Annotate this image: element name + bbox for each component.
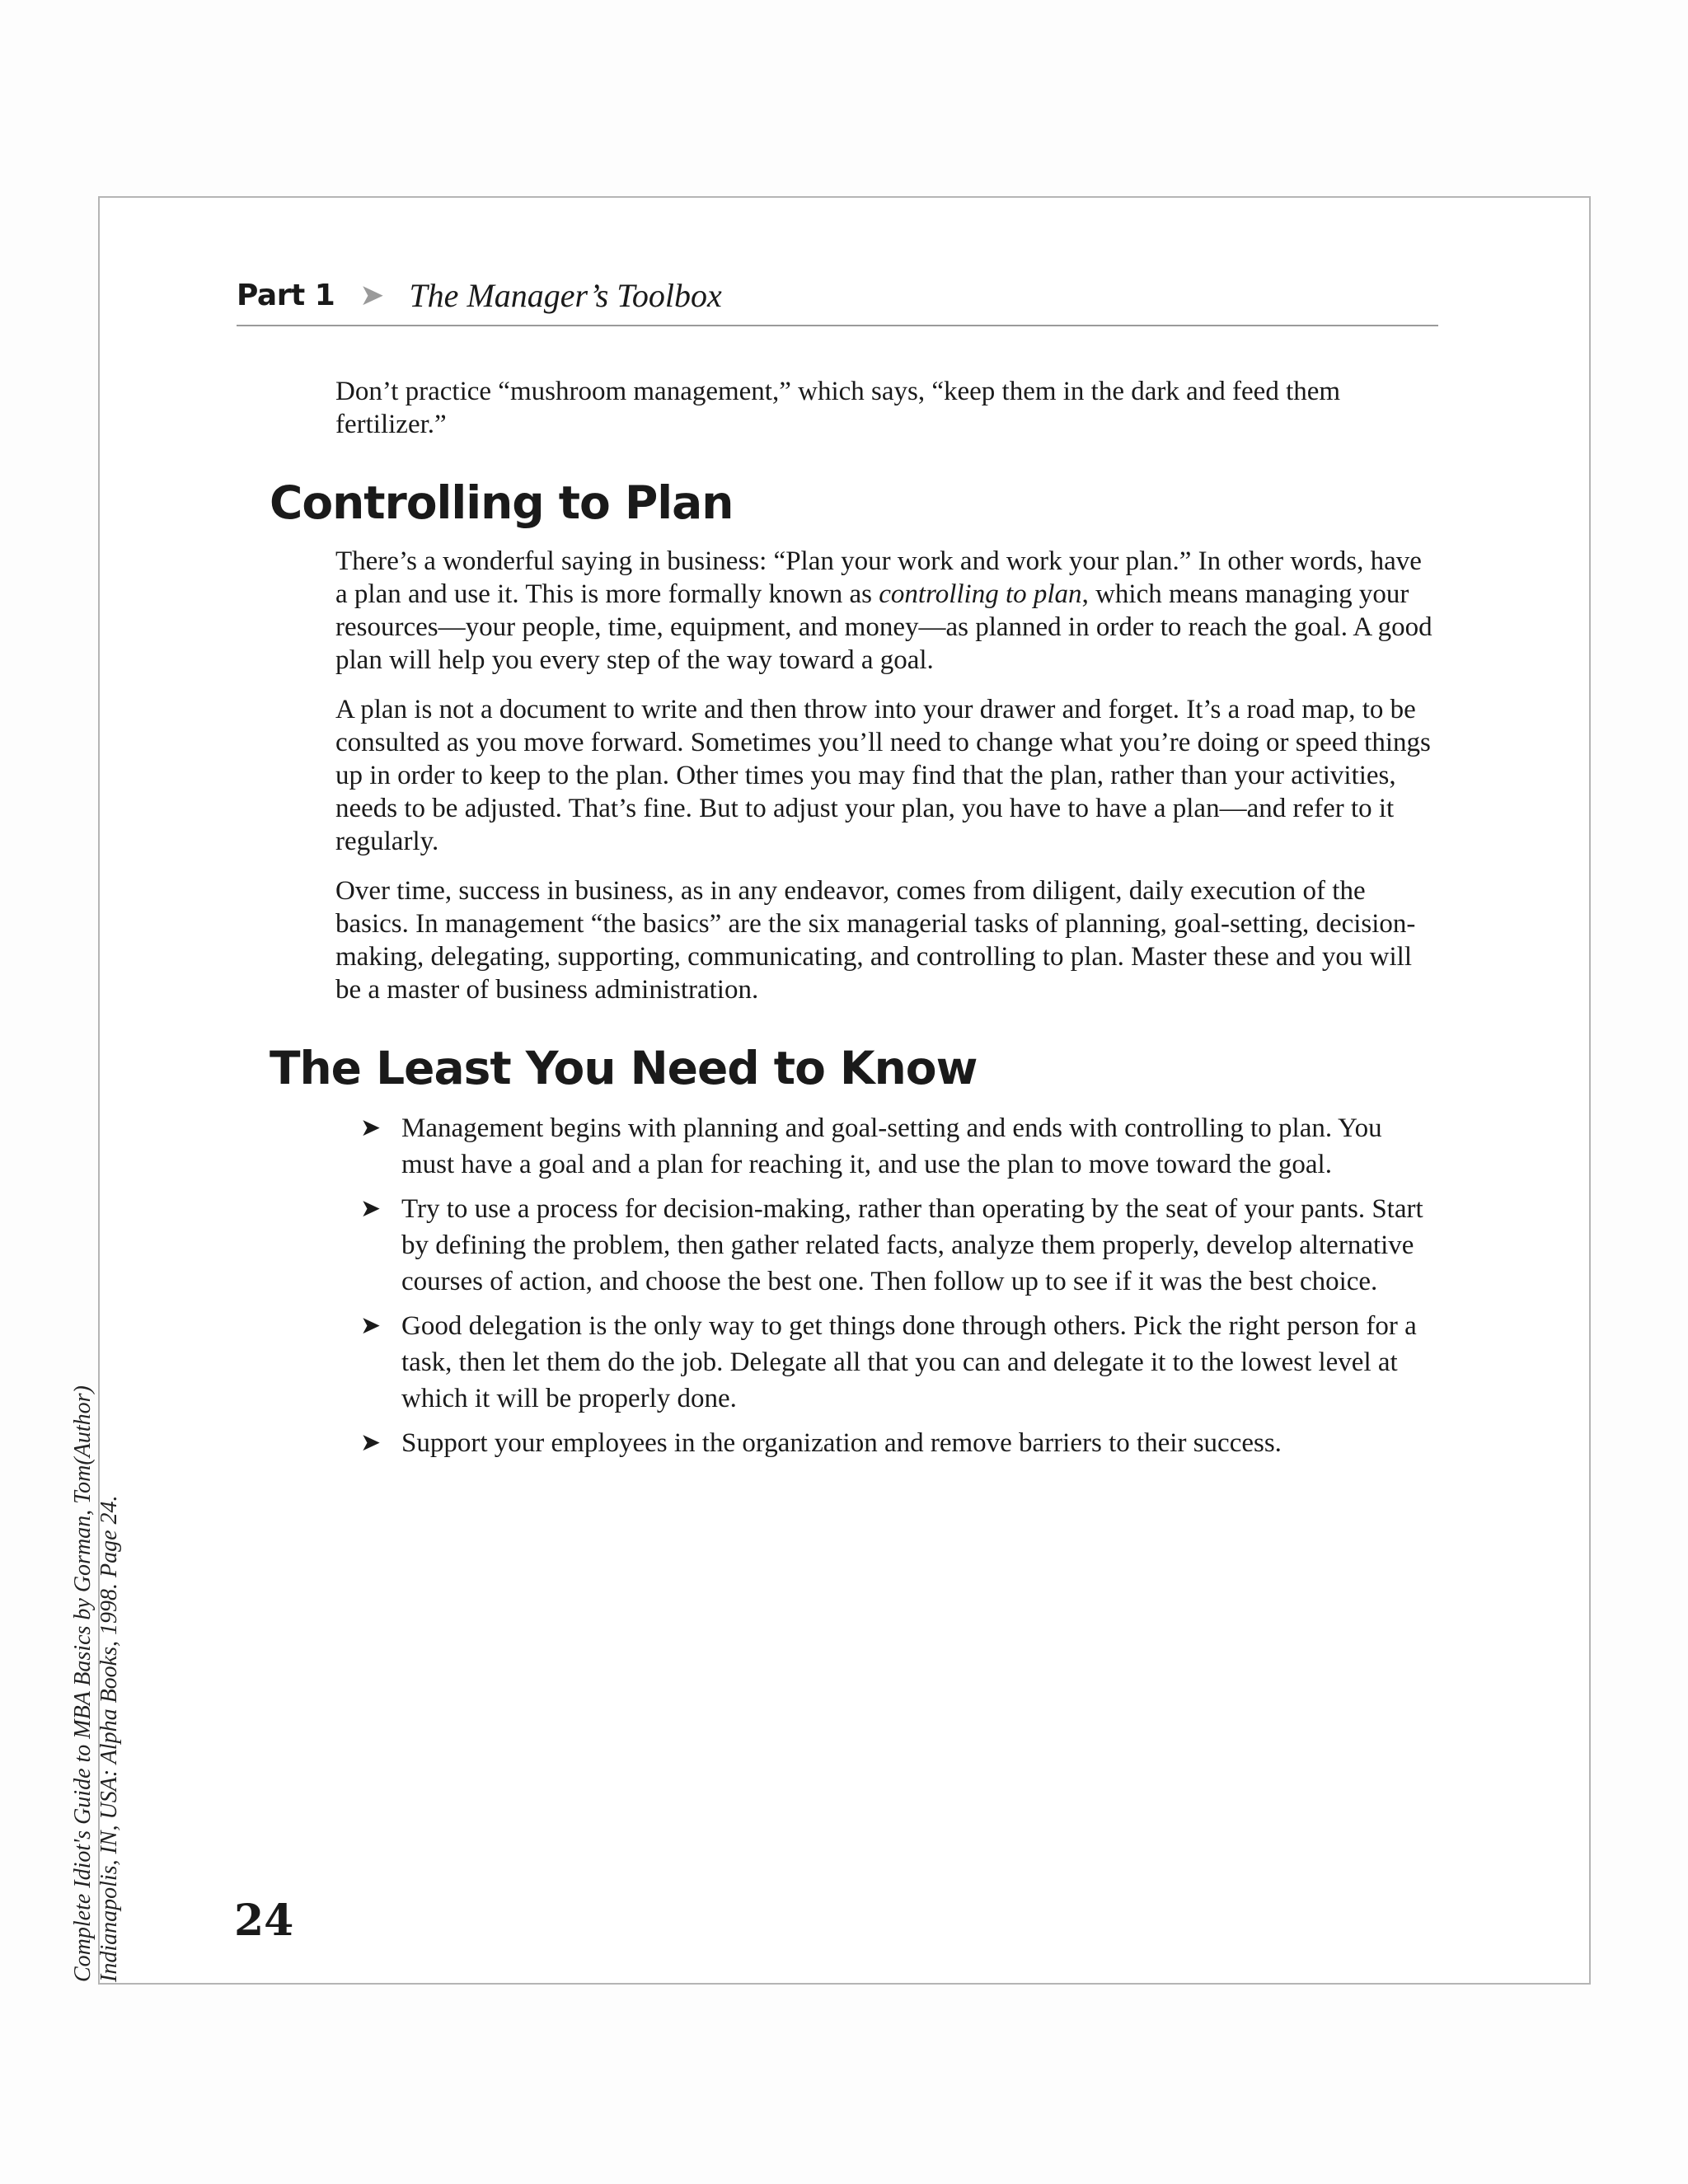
side-credit-line: Complete Idiot's Guide to MBA Basics by Gorman, Tom(Author) [70, 1385, 96, 1982]
list-item-text: Good delegation is the only way to get things done through others. Pick the right person for a task, then let them do the job. Delegate all that you can and delegate it to the lowest level at which it will be properly done. [401, 1311, 1417, 1413]
arrow-icon: ➤ [359, 278, 385, 312]
arrow-bullet-icon: ➤ [360, 1428, 382, 1457]
paragraph: Over time, success in business, as in any endeavor, comes from diligent, daily execution of the basics. In management “the basics” are the six managerial tasks of planning, goal-setting, decision-making, delegating, supporting, communicating, and controlling to plan. Master these and you will be a master of business administration. [335, 876, 1416, 1005]
list-item-text: Management begins with planning and goal-setting and ends with controlling to plan. You must have a goal and a plan for reaching it, and use the plan to move toward the goal. [401, 1113, 1382, 1179]
intro-paragraph: Don’t practice “mushroom management,” which says, “keep them in the dark and feed them fertilizer.” [335, 377, 1341, 439]
page-number: 24 [234, 1896, 294, 1946]
section-heading-least-you-need: The Least You Need to Know [270, 1042, 978, 1094]
running-head [237, 265, 1438, 326]
list-item [360, 1308, 1440, 1417]
side-credit [70, 1385, 123, 1982]
paragraph-text: , which means managing your resources—your people, time, equipment, and money—as planned in order to reach the goal. A good plan will help you every step of the way toward a goal. [335, 579, 1432, 675]
part-title: The Manager’s Toolbox [409, 276, 722, 314]
part-label: Part 1 [237, 278, 335, 312]
side-credit-line: Indianapolis, IN, USA: Alpha Books, 1998. Page 24. [96, 1495, 122, 1982]
arrow-bullet-icon: ➤ [360, 1311, 382, 1340]
list-item-text: Try to use a process for decision-making, rather than operating by the seat of your pants. Start by defining the problem, then gather related facts, analyze them properly, develop alternative courses of action, and choose the best one. Then follow up to see if it was the best choice. [401, 1194, 1423, 1296]
arrow-bullet-icon: ➤ [360, 1113, 382, 1142]
paragraph: A plan is not a document to write and then throw into your drawer and forget. It’s a road map, to be consulted as you move forward. Sometimes you’ll need to change what you’re doing or speed things up in order to keep to the plan. Other times you may find that the plan, rather than your activities, needs to be adjusted. That’s fine. But to adjust your plan, you have to have a plan—and refer to it regularly. [335, 695, 1431, 856]
list-item [360, 1110, 1440, 1183]
summary-list [270, 1110, 1440, 1461]
section-heading-controlling: Controlling to Plan [270, 476, 734, 529]
paragraph [335, 545, 1440, 677]
italic-term: controlling to plan [879, 579, 1082, 609]
list-item [360, 1425, 1440, 1461]
arrow-bullet-icon: ➤ [360, 1194, 382, 1223]
list-item [360, 1191, 1440, 1300]
paragraph-text: There’s a wonderful saying in business: “Plan your work and work your plan.” In other words, have a plan and use it. This is more formally known as [335, 546, 1422, 609]
page-content [270, 375, 1440, 1469]
list-item-text: Support your employees in the organization and remove barriers to their success. [401, 1428, 1282, 1458]
